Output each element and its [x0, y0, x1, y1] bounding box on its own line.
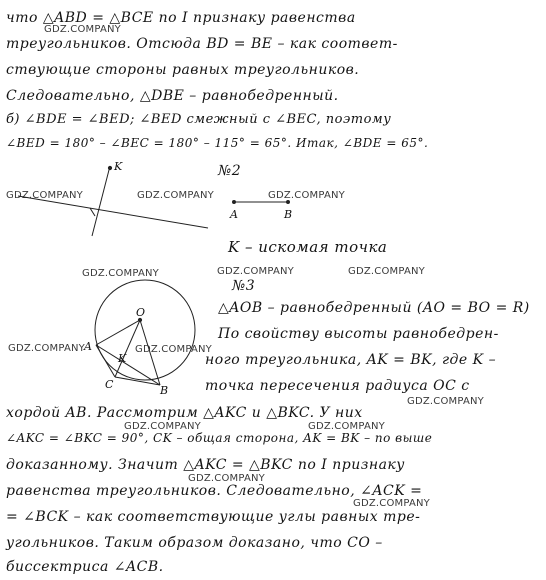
- figure-2-label-b: B: [284, 208, 293, 221]
- figure-3-label-b: B: [160, 384, 169, 397]
- text-line-k-point: K – искомая точка: [228, 238, 388, 256]
- text-line-6: ∠BED = 180° – ∠BEC = 180° – 115° = 65°. Итак, ∠BDE = 65°.: [6, 136, 429, 150]
- radius-ob: [140, 320, 160, 385]
- watermark: GDZ.COMPANY: [6, 190, 83, 201]
- radius-oa: [96, 320, 140, 345]
- point-a: [233, 201, 236, 204]
- watermark: GDZ.COMPANY: [268, 190, 345, 201]
- watermark: GDZ.COMPANY: [348, 266, 425, 277]
- figure-2-label-a: A: [230, 208, 238, 221]
- figure-3-label-a: A: [84, 340, 92, 353]
- watermark: GDZ.COMPANY: [407, 396, 484, 407]
- watermark: GDZ.COMPANY: [82, 268, 159, 279]
- figure-3-label-k: K: [118, 352, 127, 365]
- text-line-11: По свойству высоты равнобедрен-: [218, 326, 499, 342]
- watermark: GDZ.COMPANY: [135, 344, 212, 355]
- point-k: [108, 166, 111, 169]
- text-line-20: биссектриса ∠ACB.: [6, 559, 164, 575]
- text-line-2: треугольников. Отсюда BD = BE – как соответ-: [6, 36, 398, 52]
- figure-3-label-c: C: [105, 378, 114, 391]
- text-line-3: ствующие стороны равных треугольников.: [6, 62, 360, 78]
- figure-2-label-k: K: [114, 160, 123, 173]
- text-line-16: доказанному. Значит △AKC = △BKC по I признаку: [6, 457, 405, 473]
- text-line-12: ного треугольника, AK = BK, где K –: [205, 352, 497, 368]
- construction-line: [18, 196, 208, 228]
- watermark: GDZ.COMPANY: [8, 343, 85, 354]
- watermark: GDZ.COMPANY: [217, 266, 294, 277]
- text-line-14: хордой AB. Рассмотрим △AKC и △BKC. У них: [6, 405, 363, 421]
- watermark: GDZ.COMPANY: [188, 473, 265, 484]
- text-line-10: △AOB – равнобедренный (AO = BO = R): [218, 300, 530, 316]
- text-line-13: точка пересечения радиуса OC с: [205, 378, 470, 394]
- text-line-1: что △ABD = △BCE по I признаку равенства: [6, 10, 356, 26]
- text-line-15: ∠AKC = ∠BKC = 90°, CK – общая сторона, AK = BK – по выше: [6, 431, 433, 445]
- text-line-4: Следовательно, △DBE – равнобедренный.: [6, 88, 339, 104]
- text-line-18: = ∠BCK – как соответствующие углы равных тре-: [6, 509, 421, 525]
- figure-3-label-o: O: [136, 306, 146, 319]
- perpendicular-line: [92, 166, 110, 236]
- figure-2: [18, 166, 293, 236]
- watermark: GDZ.COMPANY: [308, 421, 385, 432]
- watermark: GDZ.COMPANY: [44, 24, 121, 35]
- text-line-5: б) ∠BDE = ∠BED; ∠BED смежный с ∠BEC, поэтому: [6, 112, 392, 127]
- segment-ca: [96, 345, 115, 377]
- circle: [95, 280, 195, 380]
- text-line-19: угольников. Таким образом доказано, что CO –: [6, 535, 383, 551]
- watermark: GDZ.COMPANY: [353, 498, 430, 509]
- watermark: GDZ.COMPANY: [137, 190, 214, 201]
- text-line-17: равенства треугольников. Следовательно, ∠ACK =: [6, 483, 423, 499]
- watermark: GDZ.COMPANY: [124, 421, 201, 432]
- problem-number-2: №2: [218, 163, 242, 179]
- problem-number-3: №3: [232, 278, 256, 294]
- figure-3: [95, 280, 195, 385]
- radius-oc: [115, 320, 140, 377]
- point-b: [287, 201, 290, 204]
